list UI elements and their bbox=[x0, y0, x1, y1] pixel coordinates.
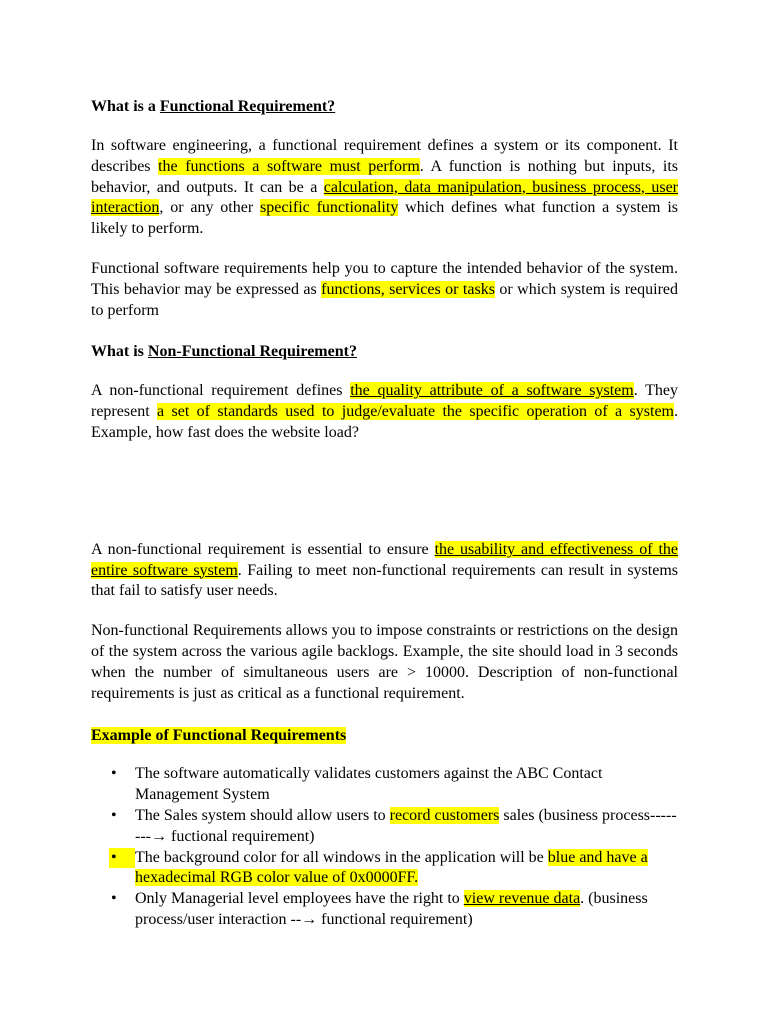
text-run: Functional software requirements help you to capture the intended behavior of the system. This behavior may be expressed as bbox=[91, 259, 678, 298]
text-run: A non-functional requirement is essential to ensure bbox=[91, 540, 435, 558]
paragraph-functional-behavior bbox=[91, 259, 678, 321]
text-run: . Failing to meet non-functional requirements can result in systems that fail to satisfy user needs. bbox=[91, 561, 679, 600]
highlighted-text: functions, services or tasks bbox=[321, 280, 495, 298]
heading-prefix: What is bbox=[91, 343, 148, 361]
list-item bbox=[91, 764, 678, 806]
paragraph-non-functional-essential bbox=[91, 540, 678, 602]
text-run: A non-functional requirement defines bbox=[91, 382, 351, 400]
text-run: , or any other bbox=[159, 199, 260, 217]
text-run: . (business process/user interaction --→ functional requirement) bbox=[135, 890, 648, 928]
text-run: The Sales system should allow users to bbox=[135, 806, 390, 824]
list-item bbox=[91, 889, 678, 931]
text-run: sales (business process--------→ fuctional requirement) bbox=[135, 806, 677, 845]
highlighted-text: the functions a software must perform bbox=[158, 157, 420, 175]
text-run: . Example, how fast does the website load? bbox=[91, 403, 678, 441]
highlighted-text: the quality attribute of a software system bbox=[350, 382, 634, 400]
bullet-icon: • bbox=[111, 890, 117, 908]
heading-term: Non-Functional Requirement? bbox=[147, 343, 357, 361]
text-run: or which system is required to perform bbox=[91, 280, 679, 319]
text-run: which defines what function a system is likely to perform. bbox=[91, 199, 678, 238]
text-run: Only Managerial level employees have the right to bbox=[135, 890, 464, 908]
bullet-icon: • bbox=[111, 765, 117, 783]
highlighted-text: specific functionality bbox=[260, 199, 399, 217]
paragraph-functional-definition bbox=[91, 136, 678, 240]
heading-prefix: What is a bbox=[91, 98, 160, 115]
text-run: Non-functional Requirements allows you to impose constraints or restrictions on the design of the system across the various agile backlogs. Example, the site should load in 3 seconds when the number of simultaneous users are > 10000. Description of non-functional requirements is just as critical as a functional requirement. bbox=[91, 622, 678, 702]
paragraph-non-functional-constraints bbox=[91, 621, 678, 704]
text-run: . They represent bbox=[91, 382, 678, 421]
text-run: In software engineering, a functional requirement defines a system or its component. It describes bbox=[91, 137, 678, 175]
paragraph-non-functional-definition bbox=[91, 381, 678, 443]
highlighted-text: blue and have a hexadecimal RGB color value of 0x0000FF. bbox=[135, 848, 648, 887]
heading-term: Functional Requirement? bbox=[159, 98, 336, 115]
text-run: The software automatically validates customers against the ABC Contact Management System bbox=[135, 765, 603, 804]
text-run: The background color for all windows in the application will be bbox=[135, 848, 548, 866]
highlighted-text: calculation, data manipulation, business process, user interaction bbox=[91, 178, 679, 217]
heading-functional-requirement bbox=[91, 96, 678, 117]
bullet-icon: • bbox=[109, 848, 135, 869]
list-item bbox=[91, 806, 678, 848]
highlighted-text: record customers bbox=[389, 806, 500, 824]
highlighted-text: view revenue data bbox=[463, 890, 581, 908]
examples-list bbox=[91, 764, 678, 930]
list-item bbox=[91, 848, 678, 890]
heading-examples bbox=[91, 725, 678, 746]
heading-non-functional-requirement bbox=[91, 341, 678, 362]
text-run: . A function is nothing but inputs, its behavior, and outputs. It can be a bbox=[91, 157, 679, 196]
highlighted-text: the usability and effectiveness of the entire software system bbox=[91, 540, 678, 579]
bullet-icon: • bbox=[111, 806, 117, 824]
examples-heading-text: Example of Functional Requirements bbox=[91, 727, 347, 745]
highlighted-text: a set of standards used to judge/evaluate the specific operation of a system bbox=[157, 403, 674, 421]
